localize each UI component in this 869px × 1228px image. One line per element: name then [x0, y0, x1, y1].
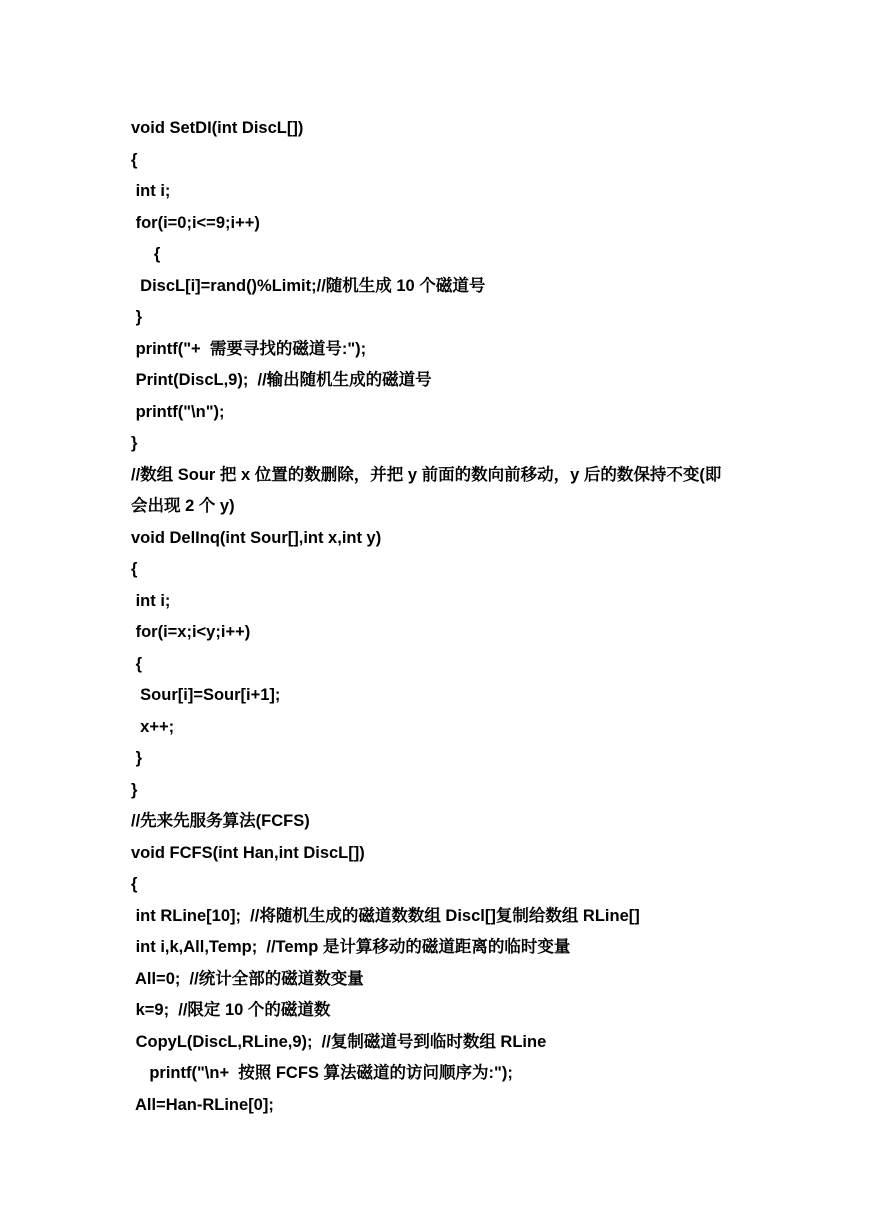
code-listing — [131, 113, 771, 1121]
code-line: x++; — [131, 717, 175, 736]
code-line: printf("\n"); — [131, 402, 225, 421]
code-line: { — [131, 245, 161, 263]
code-line: { — [131, 150, 138, 169]
comment-line: //数组 Sour 把 x 位置的数删除，并把 y 前面的数向前移动，y 后的数保持不变(即 — [131, 465, 722, 484]
code-line: } — [131, 749, 143, 767]
code-line: CopyL(DiscL,RLine,9); //复制磁道号到临时数组 RLine — [131, 1032, 547, 1051]
code-line: { — [131, 875, 138, 893]
code-line: for(i=x;i<y;i++) — [131, 623, 251, 641]
code-line: } — [131, 780, 138, 799]
code-line: Print(DiscL,9); //输出随机生成的磁道号 — [131, 371, 432, 389]
code-line: int i; — [131, 182, 171, 200]
code-line: Sour[i]=Sour[i+1]; — [131, 686, 281, 704]
code-line: All=0; //统计全部的磁道数变量 — [131, 969, 364, 988]
code-line: { — [131, 654, 143, 673]
code-line: int i,k,All,Temp; //Temp 是计算移动的磁道距离的临时变量 — [131, 938, 571, 956]
comment-line: //先来先服务算法(FCFS) — [131, 812, 310, 830]
code-line: printf("\n+ 按照 FCFS 算法磁道的访问顺序为:"); — [131, 1064, 513, 1082]
code-line: void DelInq(int Sour[],int x,int y) — [131, 528, 382, 547]
code-line: All=Han-RLine[0]; — [131, 1095, 274, 1114]
code-line: int i; — [131, 591, 171, 610]
code-line: printf("+ 需要寻找的磁道号:"); — [131, 339, 367, 358]
code-line: k=9; //限定 10 个的磁道数 — [131, 1001, 331, 1019]
code-line: void FCFS(int Han,int DiscL[]) — [131, 843, 365, 862]
code-line: void SetDI(int DiscL[]) — [131, 119, 304, 137]
code-line: int RLine[10]; //将随机生成的磁道数数组 Discl[]复制给数组 RLine[] — [131, 906, 640, 925]
code-line: } — [131, 434, 138, 452]
comment-line: 会出现 2 个 y) — [131, 497, 235, 515]
code-line: { — [131, 560, 138, 578]
code-line: for(i=0;i<=9;i++) — [131, 213, 260, 232]
code-line: } — [131, 308, 143, 326]
code-line: DiscL[i]=rand()%Limit;//随机生成 10 个磁道号 — [131, 276, 486, 295]
